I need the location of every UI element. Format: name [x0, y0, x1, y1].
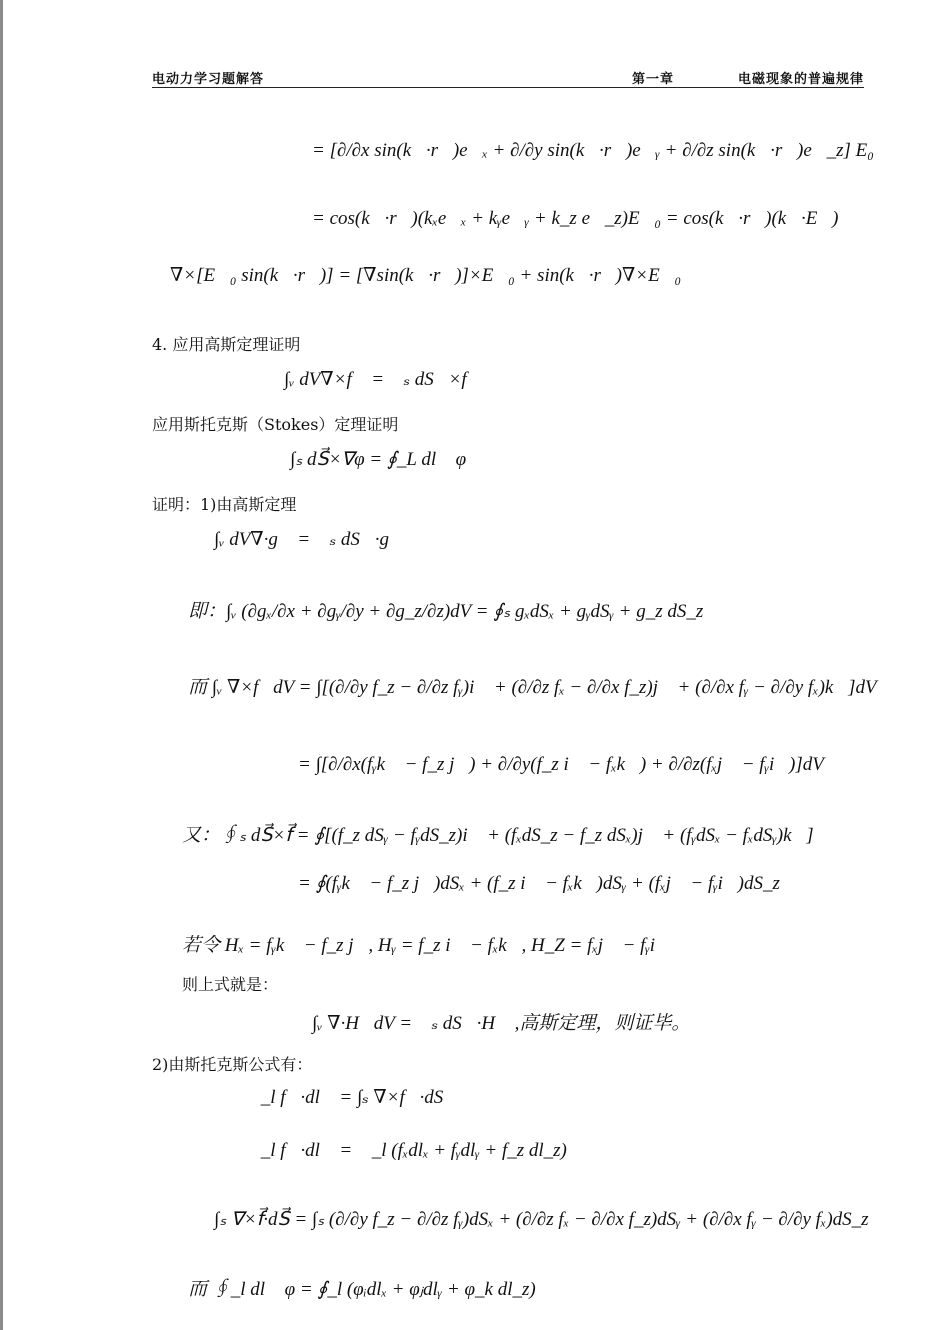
chapter-label: 第一章 — [631, 72, 674, 87]
book-title: 电动力学习题解答 — [152, 72, 265, 87]
equation-line: ∫ᵥ dV∇·g⃗ = ∮ₛ dS⃗·g⃗ — [214, 529, 404, 550]
proof-heading: 证明：1)由高斯定理 — [152, 495, 297, 514]
problem-heading: 4. 应用高斯定理证明 — [152, 335, 301, 354]
equation-line: 即：∫ᵥ (∂gₓ/∂x + ∂gᵧ/∂y + ∂g_z/∂z)dV = ∮ₛ gₓdSₓ + gᵧdSᵧ + g_z dS_z — [188, 601, 704, 622]
equation-line: ∫ₛ dS⃗×∇φ = ∮_L dl⃗ φ — [290, 449, 467, 470]
text-line: 应用斯托克斯（Stokes）定理证明 — [152, 415, 399, 434]
equation-line: 而 ∫ᵥ ∇×f⃗dV = ∫[(∂/∂y f_z − ∂/∂z fᵧ)i⃗ + (∂/∂z fₓ − ∂/∂x f_z)j⃗ + (∂/∂x fᵧ − ∂/∂y fₓ)k⃗]dV — [188, 677, 877, 698]
header-rule — [152, 87, 864, 88]
page-left-edge — [0, 0, 3, 1330]
equation-line: ∇×[E⃗₀ sin(k⃗·r⃗)] = [∇sin(k⃗·r⃗)]×E⃗₀ + sin(k⃗·r⃗)∇×E⃗₀ — [170, 265, 682, 286]
chapter-title: 电磁现象的普遍规律 — [737, 72, 864, 87]
equation-line: 若令 Hₓ = fᵧk⃗ − f_z j⃗, Hᵧ = f_z i⃗ − fₓk⃗, H_Z = fₓj⃗ − fᵧi⃗ — [182, 935, 670, 956]
page-header — [152, 66, 864, 88]
equation-line: = ∮(fᵧk⃗ − f_z j⃗)dSₓ + (f_z i⃗ − fₓk⃗)dSᵧ + (fₓj⃗ − fᵧi⃗)dS_z — [298, 873, 780, 894]
equation-line: ∮_l f⃗·dl⃗ = ∫ₛ ∇×f⃗·dS⃗ — [246, 1087, 459, 1108]
equation-line: = cos(k⃗·r⃗)(kₓe⃗ₓ + kᵧe⃗ᵧ + k_z e⃗_z)E⃗₀ = cos(k⃗·r⃗)(k⃗·E⃗) — [312, 208, 839, 229]
equation-line: ∫ₛ ∇×f⃗·dS⃗ = ∫ₛ (∂/∂y f_z − ∂/∂z fᵧ)dSₓ + (∂/∂z fₓ − ∂/∂x f_z)dSᵧ + (∂/∂x fᵧ − ∂/∂y fₓ)dS_z — [214, 1209, 869, 1230]
text-line: 则上式就是： — [182, 975, 279, 994]
equation-line: ∫ᵥ ∇·H⃗dV = ∮ₛ dS⃗·H⃗ ,高斯定理，则证毕。 — [312, 1013, 691, 1034]
equation-line: ∫ᵥ dV∇×f⃗ = ∮ₛ dS⃗×f⃗ — [284, 369, 482, 390]
equation-line: = ∫[∂/∂x(fᵧk⃗ − f_z j⃗) + ∂/∂y(f_z i⃗ − fₓk⃗) + ∂/∂z(fₓj⃗ − fᵧi⃗)]dV — [298, 754, 824, 775]
proof-heading: 2)由斯托克斯公式有： — [152, 1055, 313, 1074]
equation-line: ∮_l f⃗·dl⃗ = ∮_l (fₓdlₓ + fᵧdlᵧ + f_z dl_z) — [246, 1140, 567, 1161]
equation-line: 而 ∮_l dl⃗ φ = ∮_l (φᵢdlₓ + φⱼdlᵧ + φ_k dl_z) — [188, 1279, 536, 1300]
equation-line: = [∂/∂x sin(k⃗·r⃗)e⃗ₓ + ∂/∂y sin(k⃗·r⃗)e⃗ᵧ + ∂/∂z sin(k⃗·r⃗)e⃗_z] E₀ — [312, 140, 874, 161]
equation-line: 又：∮ₛ dS⃗×f⃗ = ∮[(f_z dSᵧ − fᵧdS_z)i⃗ + (fₓdS_z − f_z dSₓ)j⃗ + (fᵧdSₓ − fₓdSᵧ)k⃗] — [182, 825, 814, 846]
